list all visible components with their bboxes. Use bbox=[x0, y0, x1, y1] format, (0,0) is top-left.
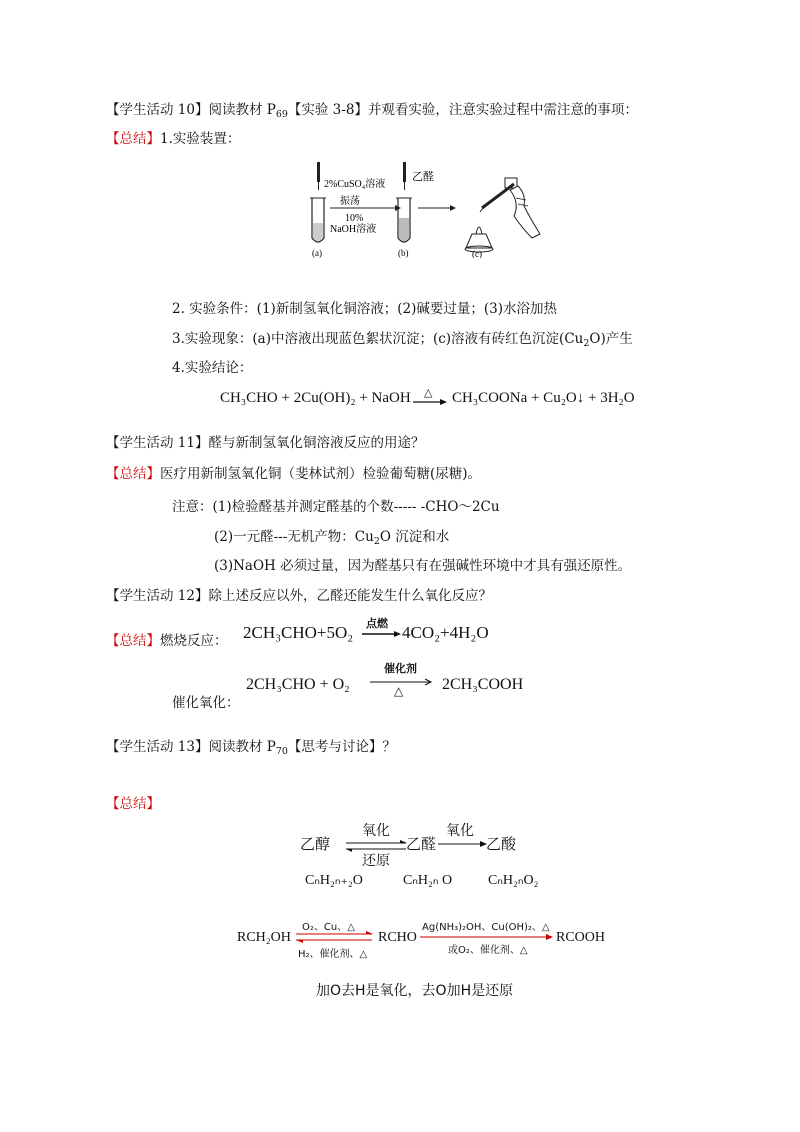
eq-arrow-condition: △ bbox=[424, 386, 433, 399]
combustion-label: 燃烧反应： bbox=[160, 633, 228, 649]
activity-12-open: 【 bbox=[106, 588, 120, 604]
page-number-69: 69 bbox=[275, 109, 288, 120]
combustion-arrow bbox=[362, 615, 402, 645]
summary-label: 【总结】 bbox=[106, 633, 160, 649]
formula-aldehyde: CₙH₂ₙ O bbox=[403, 873, 453, 888]
eq-left: CH₃CHO + 2Cu(OH)₂ + NaOH bbox=[220, 390, 411, 406]
oxidation-chain bbox=[300, 820, 530, 870]
note-2-b: O 沉淀和水 bbox=[379, 529, 450, 545]
eq-right: CH₃COONa + Cu₂O↓ + 3H₂O bbox=[452, 390, 635, 406]
catalytic-right: 2CH₃COOH bbox=[442, 676, 524, 693]
formula-alcohol: CₙH₂ₙ₊₂O bbox=[305, 873, 363, 888]
conclusion-line: 4.实验结论： bbox=[172, 360, 253, 376]
activity-12-text: 除上述反应以外，乙醛还能发生什么氧化反应？ bbox=[208, 588, 492, 604]
experiment-apparatus-figure bbox=[300, 158, 550, 258]
combustion-left: 2CH₃CHO+5O₂ bbox=[243, 623, 354, 642]
activity-10-text2: 【实验 3-8】并观看实验，注意实验过程中需注意的事项： bbox=[287, 102, 638, 118]
catalytic-label: 催化氧化： bbox=[172, 695, 240, 711]
fehling-equation bbox=[220, 390, 411, 407]
summary-2-line bbox=[106, 464, 481, 484]
oxidize-2-label: 氧化 bbox=[446, 823, 474, 839]
activity-13-heading bbox=[106, 737, 396, 762]
redox-rule: 加O去H是氧化，去O加H是还原 bbox=[316, 983, 514, 999]
arrow-2-top: Ag(NH₃)₂OH、Cu(OH)₂、△ bbox=[422, 922, 550, 933]
summary-label: 【总结】 bbox=[106, 466, 160, 482]
reagent-c-label: 乙醛 bbox=[412, 171, 434, 183]
activity-12-heading bbox=[106, 586, 492, 606]
acetic-label: 乙酸 bbox=[486, 835, 517, 853]
activity-10-label-open: 【 bbox=[106, 102, 120, 118]
oxidize-1-label: 氧化 bbox=[362, 823, 390, 839]
combustion-right: 4CO₂+4H₂O bbox=[402, 623, 489, 642]
activity-11-open: 【 bbox=[106, 435, 120, 451]
activity-11-label: 学生活动 11 bbox=[119, 435, 195, 451]
action-label: 振荡 bbox=[340, 196, 360, 207]
note-3: (3)NaOH 必须过量，因为醛基只有在强碱性环境中才具有强还原性。 bbox=[214, 558, 632, 574]
page-number-70: 70 bbox=[275, 746, 288, 757]
reagent-a-label: 2%CuSO₄溶液 bbox=[324, 179, 386, 190]
catalytic-condition-bottom: △ bbox=[394, 684, 404, 698]
note-2-sub: 2 bbox=[373, 536, 380, 547]
reduce-1-label: 还原 bbox=[362, 853, 390, 869]
phenomena-text-b: O)产生 bbox=[589, 331, 633, 347]
activity-10-label: 学生活动 10 bbox=[119, 102, 195, 118]
phenomena-text-a: 3.实验现象：(a)中溶液出现蓝色絮状沉淀；(c)溶液有砖红色沉淀(Cu bbox=[172, 331, 584, 347]
phenomena-sub: 2 bbox=[583, 338, 590, 349]
conditions-line: 2. 实验条件：(1)新制氢氧化铜溶液；(2)碱要过量；(3)水浴加热 bbox=[172, 301, 558, 317]
activity-13-open: 【 bbox=[106, 739, 120, 755]
activity-13-text2: 【思考与讨论】？ bbox=[287, 739, 396, 755]
reagent-b1-label: 10% bbox=[345, 213, 364, 224]
summary-label: 【总结】 bbox=[106, 131, 160, 147]
activity-10-heading bbox=[106, 100, 638, 125]
activity-11-close: 】 bbox=[194, 435, 209, 451]
combustion-condition: 点燃 bbox=[366, 617, 388, 630]
summary-3-line bbox=[106, 631, 228, 651]
label-a: (a) bbox=[312, 248, 322, 258]
apparatus-heading: 1.实验装置： bbox=[160, 131, 241, 147]
arrow-1-bottom: H₂、催化剂、△ bbox=[298, 949, 368, 960]
note-1: 注意：(1)检验醛基并测定醛基的个数----- -CHO～2Cu bbox=[172, 499, 500, 515]
label-c: (c) bbox=[472, 249, 482, 258]
activity-12-label: 学生活动 12 bbox=[119, 588, 195, 604]
activity-10-text1: 阅读教材 P bbox=[208, 102, 276, 118]
summary-1-line bbox=[106, 129, 240, 149]
activity-11-heading bbox=[106, 433, 424, 453]
activity-13-close: 】 bbox=[194, 739, 209, 755]
eq-arrow bbox=[413, 386, 447, 408]
summary-label: 【总结】 bbox=[106, 796, 160, 812]
phenomena-line bbox=[172, 329, 633, 354]
activity-11-text: 醛与新制氢氧化铜溶液反应的用途？ bbox=[208, 435, 425, 451]
catalytic-condition-top: 催化剂 bbox=[384, 662, 417, 675]
arrow-2-bottom: 或O₂、催化剂、△ bbox=[448, 945, 528, 956]
rch2oh-label: RCH₂OH bbox=[237, 930, 291, 945]
catalytic-arrow bbox=[370, 660, 438, 704]
note-2 bbox=[214, 527, 449, 552]
arrow-1-top: O₂、Cu、△ bbox=[302, 922, 355, 933]
arrow-2 bbox=[420, 918, 555, 962]
activity-13-text1: 阅读教材 P bbox=[208, 739, 276, 755]
rcho-label: RCHO bbox=[378, 930, 417, 945]
label-b: (b) bbox=[398, 248, 409, 258]
ethanol-label: 乙醇 bbox=[300, 835, 331, 853]
formula-acid: CₙH₂ₙO₂ bbox=[488, 873, 539, 888]
catalytic-left: 2CH₃CHO + O₂ bbox=[246, 676, 350, 693]
activity-13-label: 学生活动 13 bbox=[119, 739, 195, 755]
activity-10-label-close: 】 bbox=[194, 102, 209, 118]
arrow-1 bbox=[296, 918, 376, 962]
activity-12-close: 】 bbox=[194, 588, 209, 604]
fehling-equation-right bbox=[452, 390, 635, 407]
note-2-a: (2)一元醛---无机产物：Cu bbox=[214, 529, 374, 545]
reagent-b2-label: NaOH溶液 bbox=[330, 224, 377, 235]
rcooh-label: RCOOH bbox=[556, 930, 606, 945]
ethanal-label: 乙醛 bbox=[406, 835, 437, 853]
usage-text: 医疗用新制氢氧化铜（斐林试剂）检验葡萄糖(尿糖)。 bbox=[160, 466, 482, 482]
